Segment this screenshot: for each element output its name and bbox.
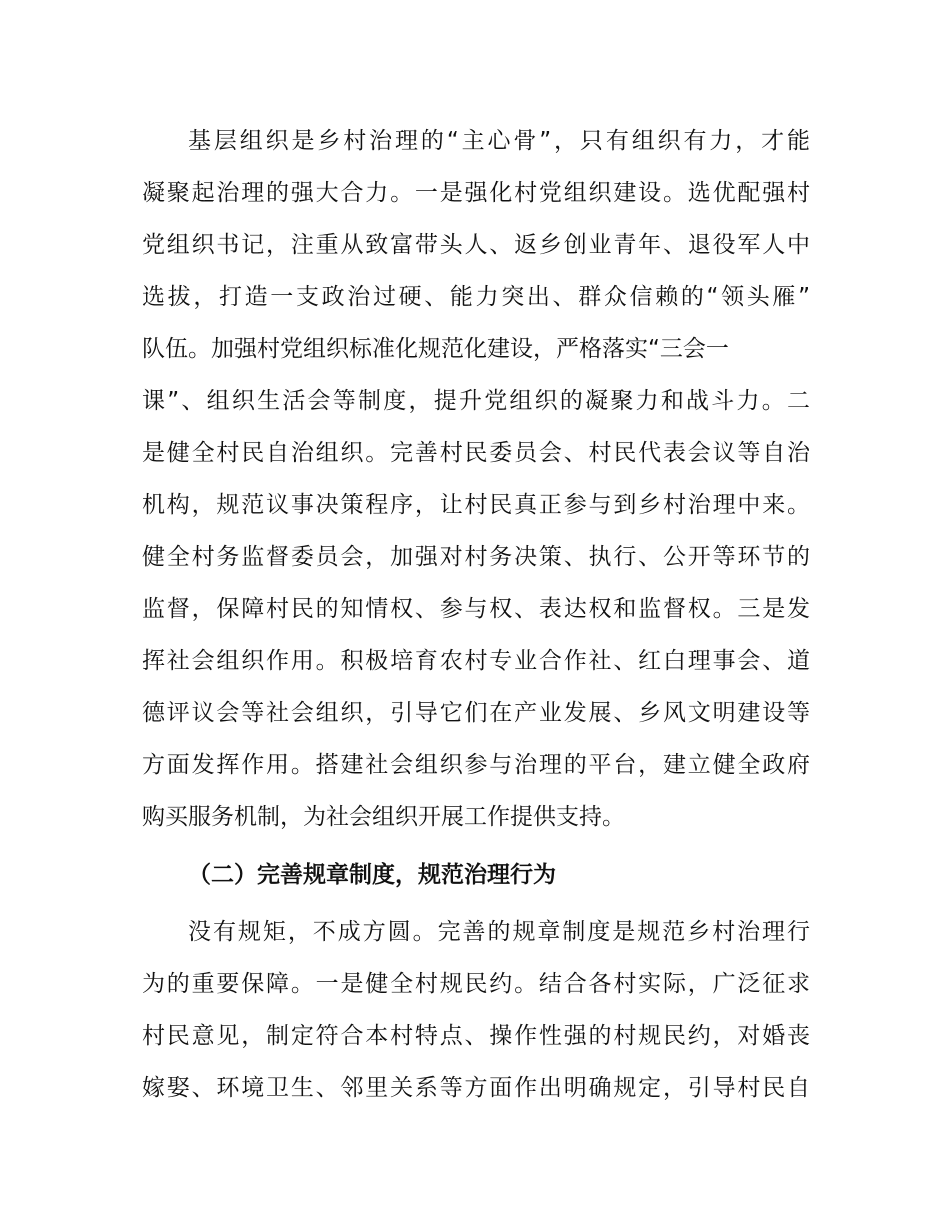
text-line: 德评议会等社会组织，引导它们在产业发展、乡风文明建设等 xyxy=(142,700,810,726)
section-heading: （二）完善规章制度，规范治理行为 xyxy=(188,862,556,888)
text-line: 队伍。加强村党组织标准化规范化建设，严格落实“三会一 xyxy=(142,336,729,362)
text-line: 健全村务监督委员会，加强对村务决策、执行、公开等环节的 xyxy=(142,544,810,570)
text-line: 嫁娶、环境卫生、邻里关系等方面作出明确规定，引导村民自 xyxy=(142,1075,810,1101)
text-line: 没有规矩，不成方圆。完善的规章制度是规范乡村治理行 xyxy=(188,919,810,945)
text-line: 机构，规范议事决策程序，让村民真正参与到乡村治理中来。 xyxy=(142,492,810,518)
text-line: 课”、组织生活会等制度，提升党组织的凝聚力和战斗力。二 xyxy=(142,388,810,414)
text-line: 购买服务机制，为社会组织开展工作提供支持。 xyxy=(142,804,625,830)
text-line: 基层组织是乡村治理的“主心骨”，只有组织有力，才能 xyxy=(188,128,810,154)
text-line: 监督，保障村民的知情权、参与权、表达权和监督权。三是发 xyxy=(142,596,810,622)
text-line: 党组织书记，注重从致富带头人、返乡创业青年、退役军人中 xyxy=(142,232,810,258)
text-line: 凝聚起治理的强大合力。一是强化村党组织建设。选优配强村 xyxy=(142,180,810,206)
text-line: 方面发挥作用。搭建社会组织参与治理的平台，建立健全政府 xyxy=(142,752,810,778)
paragraph-grassroots-organization xyxy=(142,122,810,836)
text-line: 是健全村民自治组织。完善村民委员会、村民代表会议等自治 xyxy=(142,440,810,466)
text-line: 村民意见，制定符合本村特点、操作性强的村规民约，对婚丧 xyxy=(142,1023,810,1049)
text-line: 挥社会组织作用。积极培育农村专业合作社、红白理事会、道 xyxy=(142,648,810,674)
text-line: 选拔，打造一支政治过硬、能力突出、群众信赖的“领头雁” xyxy=(142,284,810,310)
paragraph-rules-regulations xyxy=(142,913,810,1107)
text-line: 为的重要保障。一是健全村规民约。结合各村实际，广泛征求 xyxy=(142,971,810,997)
document-page xyxy=(142,122,810,1107)
